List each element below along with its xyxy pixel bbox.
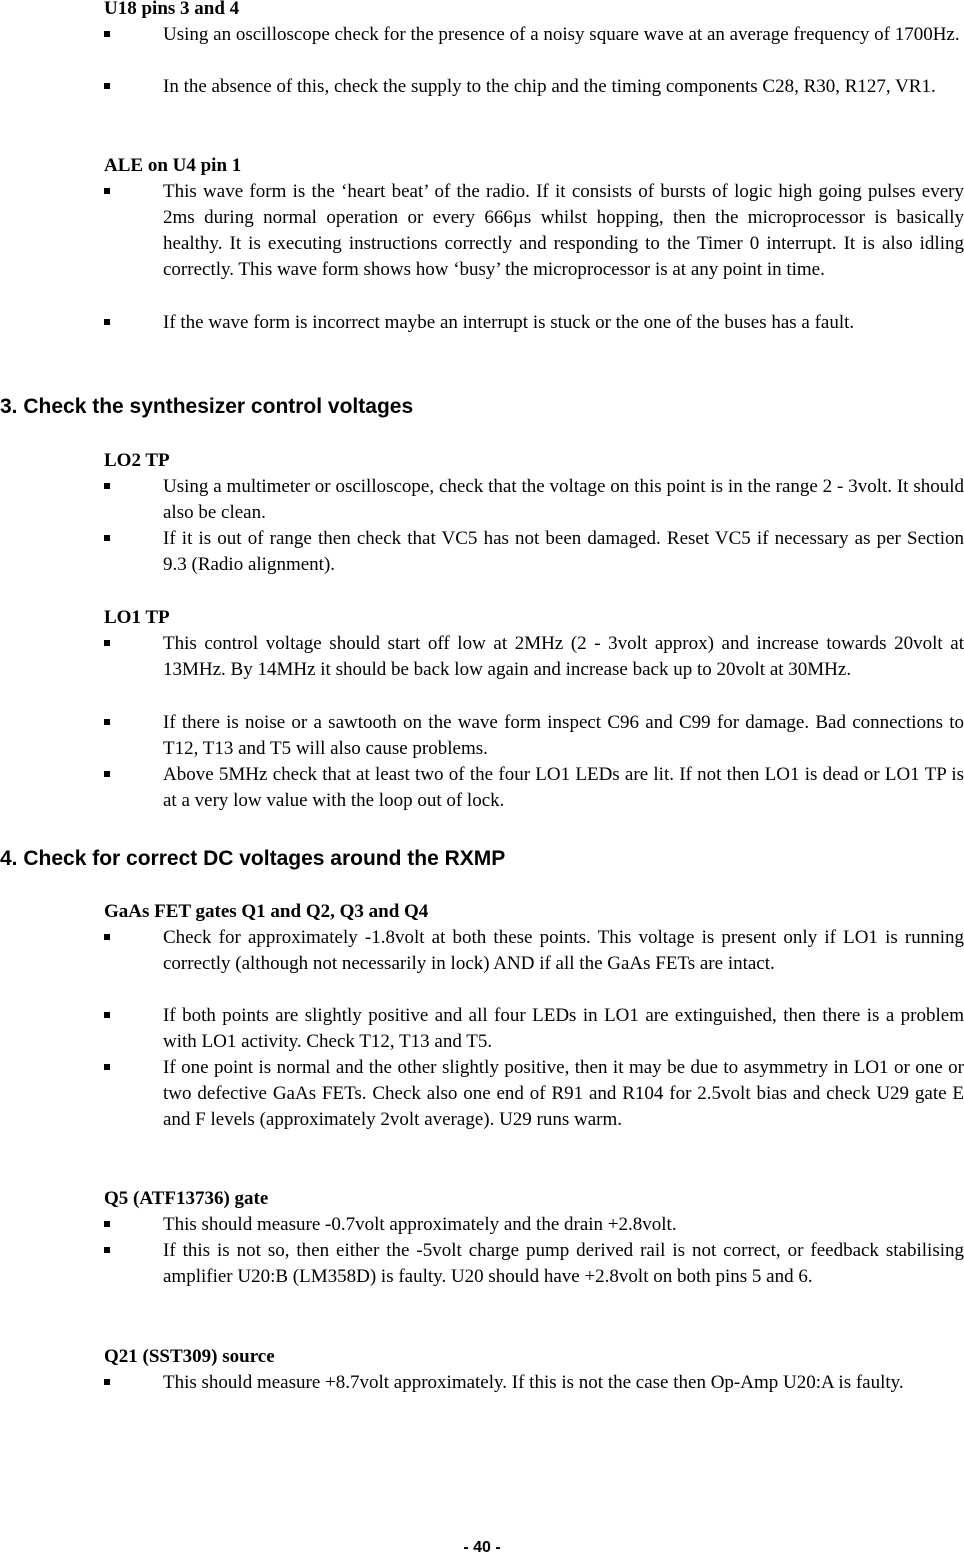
bullet-icon	[104, 934, 110, 940]
subsection-title: U18 pins 3 and 4	[104, 0, 240, 19]
bullet-text: If there is noise or a sawtooth on the wave form inspect C96 and C99 for damage. Bad connections to T12, T13 and T5 will also cause problems.	[163, 712, 964, 759]
bullet-item	[104, 762, 964, 814]
subsection-title: ALE on U4 pin 1	[104, 155, 242, 176]
bullet-item	[104, 1238, 964, 1290]
subsection-title: Q21 (SST309) source	[104, 1346, 275, 1367]
bullet-icon	[104, 1379, 110, 1385]
bullet-text: If the wave form is incorrect maybe an interrupt is stuck or the one of the buses has a fault.	[163, 312, 855, 333]
bullet-icon	[104, 1221, 110, 1227]
bullet-item	[104, 74, 964, 100]
bullet-icon	[104, 1247, 110, 1253]
bullet-item	[104, 310, 964, 336]
bullet-icon	[104, 719, 110, 725]
bullet-item	[104, 179, 964, 283]
bullet-icon	[104, 188, 110, 194]
bullet-text: Above 5MHz check that at least two of the four LO1 LEDs are lit. If not then LO1 is dead or LO1 TP is at a very low value with the loop out of lock.	[163, 764, 964, 811]
bullet-item	[104, 1055, 964, 1133]
bullet-item	[104, 22, 964, 48]
section-heading: 4. Check for correct DC voltages around the RXMP	[0, 847, 506, 870]
bullet-icon	[104, 640, 110, 646]
bullet-item	[104, 631, 964, 683]
bullet-text: In the absence of this, check the supply to the chip and the timing components C28, R30, R127, VR1.	[163, 76, 936, 97]
subsection-title: LO2 TP	[104, 450, 170, 471]
bullet-icon	[104, 319, 110, 325]
bullet-text: This wave form is the ‘heart beat’ of the radio. If it consists of bursts of logic high going pulses every 2ms during normal operation or every 666µs whilst hopping, then the microprocessor is basically healthy. It is executing instructions correctly and responding to the Timer 0 interrupt. It is also idling correctly. This wave form shows how ‘busy’ the microprocessor is at any point in time.	[163, 181, 964, 280]
bullet-item	[104, 710, 964, 762]
subsection-title: GaAs FET gates Q1 and Q2, Q3 and Q4	[104, 901, 429, 922]
bullet-icon	[104, 83, 110, 89]
bullet-text: If it is out of range then check that VC5 has not been damaged. Reset VC5 if necessary as per Section 9.3 (Radio alignment).	[163, 528, 964, 575]
bullet-text: If both points are slightly positive and all four LEDs in LO1 are extinguished, then there is a problem with LO1 activity. Check T12, T13 and T5.	[163, 1005, 964, 1052]
bullet-item	[104, 474, 964, 526]
bullet-icon	[104, 31, 110, 37]
bullet-icon	[104, 1012, 110, 1018]
bullet-text: Using a multimeter or oscilloscope, check that the voltage on this point is in the range 2 - 3volt. It should also be clean.	[163, 476, 964, 523]
bullet-text: Check for approximately -1.8volt at both these points. This voltage is present only if LO1 is running correctly (although not necessarily in lock) AND if all the GaAs FETs are intact.	[163, 927, 964, 974]
bullet-text: This should measure +8.7volt approximately. If this is not the case then Op-Amp U20:A is faulty.	[163, 1372, 904, 1393]
page-number: - 40 -	[463, 1539, 501, 1556]
bullet-item	[104, 925, 964, 977]
subsection-title: Q5 (ATF13736) gate	[104, 1188, 269, 1209]
bullet-icon	[104, 535, 110, 541]
bullet-icon	[104, 1064, 110, 1070]
bullet-icon	[104, 483, 110, 489]
bullet-item	[104, 526, 964, 578]
bullet-text: This should measure -0.7volt approximately and the drain +2.8volt.	[163, 1214, 677, 1235]
subsection-title: LO1 TP	[104, 607, 170, 628]
bullet-text: If one point is normal and the other slightly positive, then it may be due to asymmetry in LO1 or one or two defective GaAs FETs. Check also one end of R91 and R104 for 2.5volt bias and check U29 gate E and F levels (approximately 2volt average). U29 runs warm.	[163, 1057, 964, 1130]
section-heading: 3. Check the synthesizer control voltages	[0, 395, 414, 418]
bullet-item	[104, 1212, 964, 1238]
bullet-text: If this is not so, then either the -5volt charge pump derived rail is not correct, or feedback stabilising amplifier U20:B (LM358D) is faulty. U20 should have +2.8volt on both pins 5 and 6.	[163, 1240, 964, 1287]
bullet-icon	[104, 771, 110, 777]
bullet-item	[104, 1370, 964, 1396]
bullet-text: Using an oscilloscope check for the presence of a noisy square wave at an average frequency of 1700Hz.	[163, 24, 960, 45]
bullet-item	[104, 1003, 964, 1055]
bullet-text: This control voltage should start off low at 2MHz (2 - 3volt approx) and increase towards 20volt at 13MHz. By 14MHz it should be back low again and increase back up to 20volt at 30MHz.	[163, 633, 964, 680]
